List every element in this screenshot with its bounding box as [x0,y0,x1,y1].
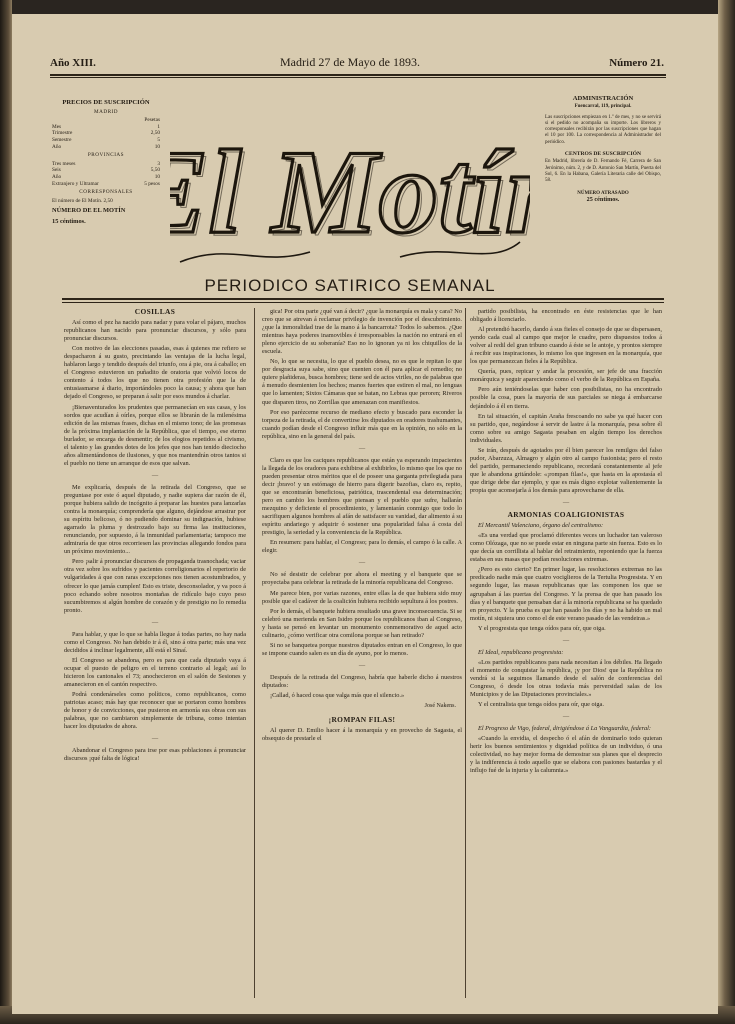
paragraph: No, lo que se necesita, lo que el pueblo desea, no es que le repitan lo que por desgracia suya sabe, sino que cuenten con él para aplicar el remedio; no quiere plañideras, busca hombres; tiene sed de actos viriles, no de palabras que á menudo desmienten los hechos; manos fuertes que estiren el mal, no lenguas que lo lamenten; Sixtos Cámaras que se batan, no Lebras que peroren; Riveros que disparen tiros, no Zorrillas que amenazan con manifiestos. [262,358,462,406]
subscription-box [52,100,160,226]
paragraph: partido posibilista, ha encontrado en éste resistencias que le han obligado á licenciarlo. [470,308,662,324]
paragraph: Al pretendió hacerlo, dando á sus fieles el consejo de que se dispersasen, yendo cada cual al campo que mejor le cuadre, pero dispuestos todos á volver al redil del gran tribuno cuando á éste se le antoje, y prontos siempre á recibir sus inspiraciones, lo mismo los que ingresen en la monarquía, que los que permanezcan fieles á la República. [470,326,662,366]
paragraph: Después de la retirada del Congreso, habría que haberle dicho á nuestros diputados: [262,673,462,689]
paragraph: Con motivo de las elecciones pasadas, esas á quienes me refiero se despacharon á su gusto, precintando las ventajas de la lucha legal, hablaron largo y tendido después del triunfo, ora á pie, ora á caballo; en el Congreso estuvieron un puñadito de oratoria que volvió locos de contento á todos los que no tienen otra profesión que la de entusiasmarse á diario, importándoles poco la causa; y ahora que han dejado el Congreso, se preparan á salir por esos mundos á charlar. [64,345,246,401]
article-heading: COSILLAS [134,308,176,316]
article-heading: ARMONIAS COALIGIONISTAS [507,510,625,520]
price-row: Semestre 5 [52,136,160,143]
quote-comment: Y el centralista que tenga oídos para oír, que oiga. [478,701,604,709]
date-label: Madrid 27 de Mayo de 1893. [280,55,420,69]
paragraph: Abandonar el Congreso para irse por esas poblaciones á pronunciar discursos ¡qué falta de lógica! [64,747,246,763]
paragraph: Podrá condenárseles como políticos, como republicanos, como patriotas acaso; más hay que reconocer que se portaron como hombres de honor y de convicciones, que pusieron en armonía sus obras con sus palabras, que no cambiaron simplemente de tribuna, como intentan hacer los diputados de ahora. [64,691,246,731]
paragraph: Pero ¡salir á pronunciar discursos de propaganda trasnochada; vaciar otra vez sobre los sufridos y pacientes correligionarios el repertorio de vulgaridades á que con raras excepciones nos tienen acostumbrados, y ofrecer lo que jamás cumplen! Esto es triste, desconsolador, y va poco á poco echando sobre nosotros montañas de ridículo bajo cuyo peso sucumbiremos si algún hombre de corazón y de prestigio no lo remedia pronto. [64,558,246,614]
paragraph: Me parece bien, por varias razones, entre ellas la de que hubiera sido muy posible que el cadáver de la coalición hubiera recibido sepultura á los postres. [262,589,462,605]
back-issue-price: 25 céntimos. [586,195,620,203]
price-row: Año 10 [52,173,160,180]
column-divider [465,308,466,998]
masthead-subtitle: PERIODICO SATIRICO SEMANAL [204,276,496,295]
year-label: Año XIII. [50,57,96,69]
quote-text: ¿Pero es esto cierto? En primer lugar, las resoluciones extremas no las predicado nadie más que cuatro vociglieros de la Tertulia Progresista. Y en segundo lugar, las masas republicanas que las componen los que se agrupaban á las puertas del Congreso. Y la prensa de que han pasado los días y el banquete que pensaban dar á la minoría republicana se ha quedado en proyecto. Y la prueba es que han pasado los días y no ha habido un mal motín, ni siquiera uno como el de este verano pasado de las vendeiras.» [470,566,662,622]
price-row: Tres meses 3 [52,160,160,167]
paragraph: Se irán, después de agotados por él bien parecer los remilgos del falso pudor, Abarzuza, Almagro y algún otro al campo fusionista; pero el resto del partido, permaneciendo republicano, recordará constantemente al jefe que le abandona gritándole: «¡rompan filas!», que hasta en la apostasía el que dirige debe dar ejemplo, y que es más digno explotar valientemente la propia que aconsejarla á los demás para aprovecharse de ella. [470,446,662,494]
centers-label: CENTROS DE SUSCRIPCIÓN [564,151,642,158]
subscription-heading: PRECIOS DE SUSCRIPCIÓN [62,99,150,106]
masthead-rule [62,298,664,300]
paragraph: Claro es que los caciques republicanos que están ya esperando impacientes la llegada de los oradores para exhibirse al exhibirlos, lo mismo que los que no pueden presentar otros méritos que el de poseer una garganta privilegiada para decir ¡bravo! y un estómago de hierro para digerir bazofias, claro es, repito, que se encontrarán beneficiosa, patriótica, trascendental esa determinación; pero en cambio los hombres que piensan y el pueblo que sufre, hallarán mezquino y deficiente el procedimiento, y lamentarán conmigo que todo lo sacrifiquen algunos hombres al afán de satisfacer su vanidad, dar alimento á su espíritu andariego y adquirir ó sostener una popularidad falsa á costa del prestigio, la seriedad y la conveniencia de la República. [262,456,462,537]
paragraph: Quería, pues, repicar y andar la procesión, ser jefe de una fracción monárquica y seguir apareciendo como el verbo de la República en España. [470,368,662,384]
author-signature: José Nakens. [424,703,456,710]
price-row: Seis 5,50 [52,167,160,174]
price-row: Mes 1 [52,123,160,130]
paragraph: Me explicaría, después de la retirada del Congreso, que se preguntase por este ó aquel diputado, y nadie supiera dar razón de él, porque hubiera salido de incógnito á preparar las huestes para lanzarlas contra la monarquía; comprendería que alguno, dejándose arrastrar por su espíritu belicoso, ó no pudiendo dominar su indignación, hubiese agarrado la pluma y destrozado bajo su firma las instituciones, renunciando, por supuesto, á la inmunidad parlamentaria; tampoco me admiraría de que otros recorriesen las provincias allegando fondos para un próximo movimiento... [64,483,246,556]
quote-comment: Y el progresista que tenga oídos para oír, que oiga. [478,624,606,632]
column-1: COSILLAS Así como el pez ha nacido para nadar y para volar el pájaro, muchos republicanos han nacido para pronunciar discursos, y sólo para pronunciar discursos. Con motivo de las elecciones pasadas, esas á quienes me refiero se despacharon á su gusto, precintando las ventajas de la lucha legal, hablaron largo y tendido después del triunfo, ora á pie, ora á caballo; en el Congreso estuvieron un puñadito de oratoria que volvió locos de contento á todos los que no tienen otra profesión que la de entusiasmarse á diario, importándoles poco la causa; y ahora que han dejado el Congreso, se preparan á salir por esos mundos á charlar. ¡Bienaventurados los prudentes que permanecían en sus casas, y los sordos que acudían á oírles, porque ellos se librarán de la milenésima edición de las mismas frases, dichas en el mismo tono; de las promesas de la próxima implantación de la República, que el tiempo, ese eterno burlador, se encarga de desmentir; de los elogios repetidos al civismo, el talento y las grandes dotes de los jefes que nos han tenido dieciocho años alimentándonos de ilusiones, y que nos mantendrán otros tantos si el pueblo no tiene un arranque de esos que salvan. — Me explicaría, después de la retirada del Congreso, que se preguntase por este ó aquel diputado, y nadie supiera dar razón de él, porque hubiera salido de incógnito á preparar las huestes para lanzarlas contra la monarquía; comprendería que alguno, dejándose arrastrar por su espíritu belicoso, ó no pudiendo dominar su indignación, hubiese agarrado la pluma y destrozado bajo su firma las instituciones, renunciando, por supuesto, á la inmunidad parlamentaria; tampoco me admiraría de que otros recorriesen las provincias allegando fondos para un próximo movimiento... Pero ¡salir á pronunciar discursos de propaganda trasnochada; vaciar otra vez sobre los sufridos y pacientes correligionarios el repertorio de vulgaridades á que con raras excepciones nos tienen acostumbrados, y ofrecer lo que jamás cumplen! Esto es triste, desconsolador, y va poco á poco echando sobre nosotros montañas de ridículo bajo cuyo peso sucumbiremos si algún hombre de corazón y de prestigio no lo remedia pronto. — Para hablar, y que lo que se habla llegue á todas partes, no hay nada como el Congreso. No han debido ir á él, sino á otra parte; más una vez decididos á inclinar legalmente, allí está el Sinaí. El Congreso se abandona, pero es para que cada diputado vaya á ocupar el puesto de peligro en el terreno contrario al legal; así lo hicieron los cantonales el 73; anochecieron en el salón de Sesiones y amanecieron en el cantón respectivo. Podrá condenárseles como políticos, como republicanos, como patriotas acaso; más hay que reconocer que se portaron como hombres de honor y de convicciones, que pusieron en armonía sus obras con sus palabras, que no cambiaron simplemente de tribuna, como intentan hacer los diputados de ahora. — Abandonar el Congreso para irse por esas poblaciones á pronunciar discursos ¡qué falta de lógica! [64,308,246,763]
correspondents-text: El número de El Motín. 2,50 [52,197,113,204]
column-2: gica! Por otra parte ¿qué van á decir? ¿que la monarquía es mala y cara? No creo que se atrevan á reclamar privilegio de invención por el descubrimiento. ¿que la inmoralidad trae de la mano á la bancarrota? Todos lo sabemos. ¿Que mientras haya poderes inamovibles é irresponsables la nación no entrará en el pleno ejercicio de su soberanía? Eso no lo ignoran ya ni los chiquillos de la escuela. No, lo que se necesita, lo que el pueblo desea, no es que le repitan lo que por desgracia suya sabe, sino que cuenten con él para aplicar el remedio; no quiere plañideras, busca hombres; tiene sed de actos viriles, no de palabras que á menudo desmienten los hechos; manos fuertes que estiren el mal, no lenguas que lo lamenten; Sixtos Cámaras que se batan, no Lebras que peroren; Riveros que disparen tiros, no Zorrillas que amenazan con manifiestos. Por eso parézceme recurso de mediano efecto y buscado para esconder la torpeza de la retirada, el de convertirse los diputados en oradores trashumantes, cuando podían desde el Congreso influir más que en la opinión, no sólo en la república, sino en la general del país. — Claro es que los caciques republicanos que están ya esperando impacientes la llegada de los oradores para exhibirse al exhibirlos, lo mismo que los que no pueden presentar otros méritos que el de poseer una garganta privilegiada para decir ¡bravo! y un estómago de hierro para digerir bazofias, claro es, repito, que se encontrarán beneficiosa, patriótica, trascendental esa determinación; pero en cambio los hombres que piensan y el pueblo que sufre, hallarán mezquino y deficiente el procedimiento, y lamentarán conmigo que todo lo sacrifiquen algunos hombres al afán de satisfacer su vanidad, dar alimento á su espíritu andariego y adquirir ó sostener una popularidad falsa á costa del prestigio, la seriedad y la conveniencia de la República. En resumen: para hablar, el Congreso; para lo demás, el campo ó la calle. A elegir. — No sé desistir de celebrar por ahora el meeting y el banquete que se proyectaba para celebrar la retirada de la minoría republicana del Congreso. Me parece bien, por varias razones, entre ellas la de que hubiera sido muy posible que el cadáver de la coalición hubiera recibido sepultura á los postres. Por lo demás, el banquete hubiera resultado una grave inconsecuencia. Si se celebró una merienda en San Isidro porque los republicanos iban al Congreso, y hasta se pensó en levantar un monumento conmemorativo de aquel acto culinario, ¿cómo verificar otra comilona porque se han retirado? Si no se banquetea porque nuestros diputados entran en el Congreso, lo que se impone cuando salen es un día de ayuno, por lo menos. — Después de la retirada del Congreso, habría que haberle dicho á nuestros diputados: ¡Callad, ó haced cosa que valga más que el silencio.» José Nakens. ¡ROMPAN FILAS! Al querer D. Emilio hacer á la monarquía y en provecho de Sagasta, el obsequio de prestarle el [262,308,462,743]
correspondents-label: CORRESPONSALES [79,189,133,196]
quote-text: «Es una verdad que proclamó diferentes veces un luchador tan valeroso como Olózaga, que no se puede estar en ninguna parte sin fuerza. Esto es lo que decía un corrillista al hablar del retraimiento, reponiendo que la fuerza estaba en sus masas que podían resoluciones extremas. [470,532,662,564]
masthead-rule-thin [62,302,664,303]
quote-source: El Mercantil Valenciano, órgano del centralismo: [478,522,604,530]
paragraph: Así como el pez ha nacido para nadar y para volar el pájaro, muchos republicanos han nacido para pronunciar discursos, y sólo para pronunciar discursos. [64,319,246,343]
paragraph: ¡Callad, ó haced cosa que valga más que el silencio.» [270,692,405,700]
pesetas-row [52,117,160,124]
price-row: Trimestre 2,50 [52,130,160,137]
quote-source: El Progreso de Vigo, federal, dirigiéndose á La Vanguardia, federal: [478,725,652,733]
paragraph: No sé desistir de celebrar por ahora el meeting y el banquete que se proyectaba para celebrar la retirada de la minoría republicana del Congreso. [262,571,462,587]
paragraph: En tal situación, el capitán Araña frescoando no sabe ya qué hacer con su partido, que, negándose á servir de lastre á la monarquía, pesa sobre él como sobre su amigo Sagasta pesaban en algún tiempo los derechos individuales. [470,412,662,444]
paragraph: En resumen: para hablar, el Congreso; para lo demás, el campo ó la calle. A elegir. [262,539,462,555]
masthead-title [170,92,530,272]
column-divider [254,308,255,998]
back-issue-label: NÚMERO ATRASADO [577,190,629,196]
page-binding-edge [0,0,12,1024]
administration-heading: ADMINISTRACIÓN [572,95,634,102]
administration-notes: Las suscripciones empiezan en 1.º de mes, y no se servirá si el pedido no acompaña su importe. Los libreros y corresponsales recibirán por las suscripciones que hagan el 10 por 100. La correspondencia al Administrador del periódico. [545,114,661,145]
paragraph: ¡Bienaventurados los prudentes que permanecían en sus casas, y los sordos que acudían á oírles, porque ellos se librarán de la milenésima edición de las mismas frases, dichas en el mismo tono; de las promesas de la próxima implantación de la República, que el tiempo, ese eterno burlador, se encarga de desmentir; de los elogios repetidos al civismo, el talento y las grandes dotes de los jefes que nos han tenido dieciocho años alimentándonos de ilusiones, y que nos mantendrán otros tantos si el pueblo no tiene un arranque de esos que salvan. [64,403,246,467]
header-rule [50,74,666,76]
paragraph: Por eso parézceme recurso de mediano efecto y buscado para esconder la torpeza de la retirada, el de convertirse los diputados en oradores trashumantes, cuando podían desde el Congreso influir más que en la opinión, no sólo en la república, sino en la general del país. [262,408,462,440]
paragraph: Para hablar, y que lo que se habla llegue á todas partes, no hay nada como el Congreso. No han debido ir á él, sino á otra parte; más una vez decididos á inclinar legalmente, allí está el Sinaí. [64,630,246,654]
centers-text: En Madrid, librería de D. Fernando Fé, Carrera de San Jerónimo, núm. 2, y de D. Antonio San Martín, Puerta del Sol, 6. En la Habana, Galería Literaria calle del Obispo, 58. [545,159,661,184]
page-right-edge [718,0,735,1024]
masthead-title-shadow: l Motí [211,128,509,261]
paragraph: El Congreso se abandona, pero es para que cada diputado vaya á ocupar el puesto de peligro en el terreno contrario al legal; así lo hicieron los cantonales el 73; anochecieron en el salón de Sesiones y amanecieron en el cantón respectivo. [64,656,246,689]
article-heading: ¡ROMPAN FILAS! [328,715,396,725]
paragraph: Pero aún teniéndoselas que haber con posibilistas, no ha encontrado posible la cosa, pues la mayoría de sus parciales se niega á embarcarse dejándolo á él en tierra. [470,386,662,410]
provinces-label: PROVINCIAS [87,152,125,159]
quote-text: «Los partidos republicanos para nada necesitan á los débiles. Ha llegado el momento de conquistar la república, ¡y por Dios! que la República no vendrá si la seguimos llamando desde el salón de conferencias del Congreso, ó desde los otras todavía más perversidad salas de los Municipios y de las Diputaciones provinciales.» [470,658,662,699]
paragraph: Si no se banquetea porque nuestros diputados entran en el Congreso, lo que se impone cuando salen es un día de ayuno, por lo menos. [262,641,462,657]
price-row: Año 10 [52,143,160,150]
pesetas-label: Pesetas [144,117,160,124]
column-3: partido posibilista, ha encontrado en éste resistencias que le han obligado á licenciarlo. Al pretendió hacerlo, dando á sus fieles el consejo de que se dispersasen, yendo cada cual al campo que mejor le cuadre, pero dispuestos todos á volver al redil del gran tribuno cuando á éste se le antoje, y prontos siempre á recibir sus inspiraciones, lo mismo los que ingresen en la monarquía, que los que permanezcan fieles á la República. Quería, pues, repicar y andar la procesión, ser jefe de una fracción monárquica y seguir apareciendo como el verbo de la República en España. Pero aún teniéndoselas que haber con posibilistas, no ha encontrado posible la cosa, pues la mayoría de sus parciales se niega á embarcarse dejándolo á él en tierra. En tal situación, el capitán Araña frescoando no sabe ya qué hacer con su partido, que, negándose á servir de lastre á la monarquía, pesa sobre él como sobre su amigo Sagasta pesaban en algún tiempo los derechos individuales. Se irán, después de agotados por él bien parecer los remilgos del falso pudor, Abarzuza, Almagro y algún otro al campo fusionista; pero el resto del partido, permaneciendo republicano, recordará constantemente al jefe que le abandona gritándole: «¡rompan filas!», que hasta en la apostasía el que dirige debe dar ejemplo, y que es más digno explotar valientemente la propia que aconsejarla á los demás para aprovecharse de ella. — ARMONIAS COALIGIONISTAS El Mercantil Valenciano, órgano del centralismo: «Es una verdad que proclamó diferentes veces un luchador tan valeroso como Olózaga, que no se puede estar en ninguna parte sin fuerza. Esto es lo que decía un corrillista al hablar del retraimiento, reponiendo que la fuerza estaba en sus masas que podían resoluciones extremas. ¿Pero es esto cierto? En primer lugar, las resoluciones extremas no las predicado nadie más que cuatro vociglieros de la Tertulia Progresista. Y en segundo lugar, las masas republicanas que las componen los que se agrupaban á las puertas del Congreso. Y la prensa de que han pasado los días y el banquete que pensaban dar á la minoría republicana se ha quedado en proyecto. Y la prueba es que han pasado los días y no ha habido un mal motín, ni siquiera uno como el de este verano pasado de las vendeiras.» Y el progresista que tenga oídos para oír, que oiga. — El Ideal, republicano progresista: «Los partidos republicanos para nada necesitan á los débiles. Ha llegado el momento de conquistar la república, ¡y por Dios! que la República no vendrá si la seguimos llamando desde el salón de conferencias del Congreso, ó desde los otras todavía más perversidad salas de los Municipios y de las Diputaciones provinciales.» Y el centralista que tenga oídos para oír, que oiga. — El Progreso de Vigo, federal, dirigiéndose á La Vanguardia, federal: «Cuando la envidia, el despecho ó el afán de dominarlo todo quieran herir los buenos sentimientos y dignidad política de un individuo, ó una colectividad, no hay mejor forma de demostrar sus planes que el desprecio y la indiferencia á todo aquello que se elabora con pasiones bastardas y el influjo fué de la injuria y la calumnia.» [470,308,662,775]
price-row: Extranjero y Ultramar 5 pesos [52,180,160,187]
masthead-lettering [170,92,530,272]
header-line [50,51,664,73]
administration-address: Fuencarral, 119, principal. [574,104,632,110]
administration-box [545,96,661,203]
quote-text: «Cuando la envidia, el despecho ó el afán de dominarlo todo quieran herir los buenos sentimientos y dignidad política de un individuo, ó una colectividad, no hay mejor forma de demostrar sus planes que el desprecio y la indiferencia á todo aquello que se elabora con pasiones bastardas y el influjo fué de la injuria y la calumnia.» [470,735,662,775]
paragraph: Por lo demás, el banquete hubiera resultado una grave inconsecuencia. Si se celebró una merienda en San Isidro porque los republicanos iban al Congreso, y hasta se pensó en levantar un monumento conmemorativo de aquel acto culinario, ¿cómo verificar otra comilona porque se han retirado? [262,607,462,639]
single-issue-label: NÚMERO DE EL MOTÍN [52,207,126,215]
quote-source: El Ideal, republicano progresista: [478,648,564,656]
header-rule-thin [50,77,666,78]
single-issue-price: 15 céntimos. [52,217,86,225]
paragraph: gica! Por otra parte ¿qué van á decir? ¿que la monarquía es mala y cara? No creo que se atrevan á reclamar privilegio de invención por el descubrimiento. ¿que la inmoralidad trae de la mano á la bancarrota? Todos lo sabemos. ¿Que mientras haya poderes inamovibles é irresponsables la nación no entrará en el pleno ejercicio de su soberanía? Eso no lo ignoran ya ni los chiquillos de la escuela. [262,308,462,356]
paragraph: Al querer D. Emilio hacer á la monarquía y en provecho de Sagasta, el obsequio de prestarle el [262,727,462,743]
masthead-title-text: l Motí [208,125,506,258]
issue-number: Número 21. [609,57,664,69]
madrid-label: MADRID [93,108,119,115]
